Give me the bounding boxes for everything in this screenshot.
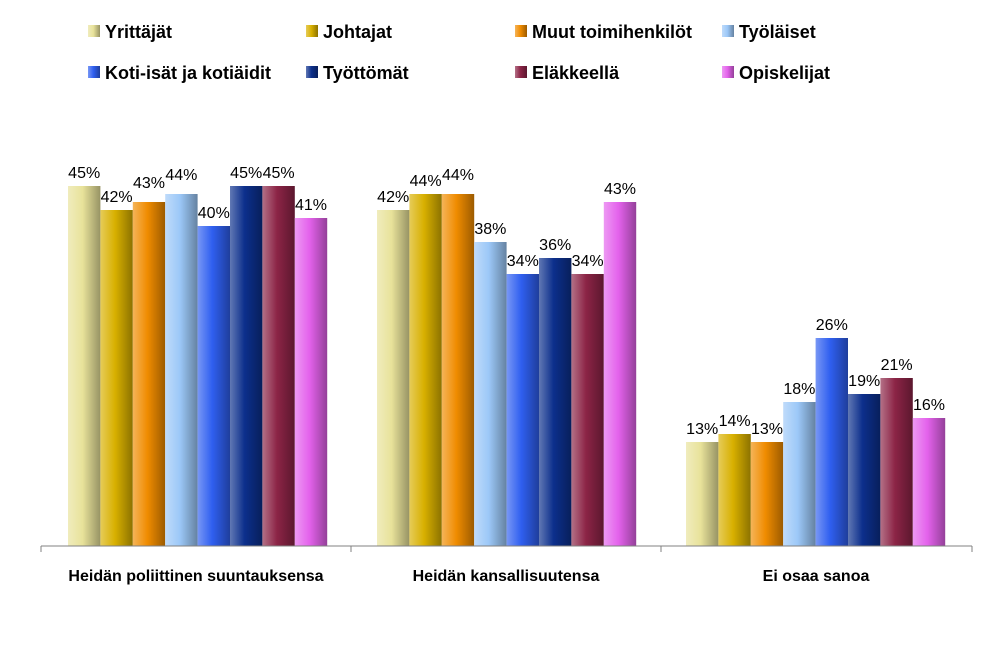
data-label: 42% (100, 189, 133, 206)
data-label: 42% (377, 189, 410, 206)
bar (442, 194, 474, 546)
bar (198, 226, 230, 546)
data-label: 44% (409, 173, 442, 190)
bar (751, 442, 783, 546)
data-label: 38% (474, 221, 507, 238)
bar (133, 202, 165, 546)
bar (68, 186, 100, 546)
bar (230, 186, 262, 546)
data-label: 45% (230, 165, 263, 182)
legend-label: Johtajat (323, 22, 393, 42)
data-label: 45% (68, 165, 101, 182)
legend-swatch (88, 25, 100, 37)
bars (68, 186, 945, 546)
category-label: Heidän kansallisuutensa (412, 568, 600, 585)
bar (686, 442, 718, 546)
data-label: 14% (718, 413, 751, 430)
data-label: 18% (783, 381, 816, 398)
bar (295, 218, 327, 546)
data-label: 40% (197, 205, 230, 222)
legend-swatch (306, 25, 318, 37)
bar (474, 242, 506, 546)
legend (88, 22, 830, 83)
data-label: 41% (294, 197, 328, 214)
bar (848, 394, 880, 546)
legend-label: Opiskelijat (739, 63, 831, 83)
bar (377, 210, 409, 546)
category-label: Ei osaa sanoa (762, 568, 870, 585)
data-label: 43% (603, 181, 637, 198)
data-label: 19% (848, 373, 881, 390)
data-label: 16% (912, 397, 946, 414)
legend-swatch (515, 66, 527, 78)
category-labels (68, 568, 869, 585)
bar (718, 434, 750, 546)
legend-swatch (88, 66, 100, 78)
bar (539, 258, 571, 546)
bar (507, 274, 539, 546)
data-label: 44% (165, 167, 198, 184)
bar (913, 418, 945, 546)
legend-label: Yrittäjät (105, 22, 173, 42)
legend-swatch (722, 66, 734, 78)
data-label: 34% (571, 253, 604, 270)
data-label: 13% (750, 421, 784, 438)
legend-swatch (306, 66, 318, 78)
bar (604, 202, 636, 546)
x-axis-ticks (41, 546, 972, 552)
legend-label: Työttömät (323, 63, 409, 83)
category-label: Heidän poliittinen suuntauksensa (68, 568, 324, 585)
data-label: 43% (132, 175, 166, 192)
data-label: 45% (262, 165, 295, 182)
data-label: 13% (686, 421, 719, 438)
data-label: 44% (441, 167, 475, 184)
legend-swatch (515, 25, 527, 37)
legend-label: Koti-isät ja kotiäidit (105, 63, 272, 83)
data-label: 26% (815, 317, 848, 334)
data-label: 36% (539, 237, 572, 254)
legend-label: Eläkkeellä (532, 63, 620, 83)
bar (783, 402, 815, 546)
data-label: 34% (506, 253, 539, 270)
data-label: 21% (880, 357, 913, 374)
legend-label: Muut toimihenkilöt (532, 22, 692, 42)
bar (165, 194, 197, 546)
bar (262, 186, 294, 546)
bar (571, 274, 603, 546)
legend-label: Työläiset (739, 22, 816, 42)
bar (816, 338, 848, 546)
bar (100, 210, 132, 546)
bar (880, 378, 912, 546)
bar (409, 194, 441, 546)
legend-swatch (722, 25, 734, 37)
